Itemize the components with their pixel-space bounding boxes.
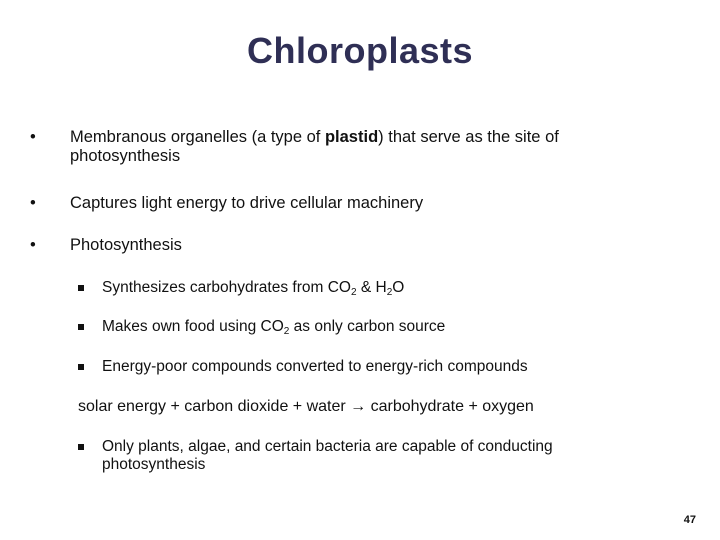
sub-bullet-organisms-line2: photosynthesis	[102, 456, 206, 473]
sub-bullet-synthesizes-text: Synthesizes carbohydrates from $CO_2$ & $H_2O$	[102, 279, 405, 298]
photosynthesis-equation: solar energy + carbon dioxide + water → carbohydrate + oxygen	[78, 398, 534, 415]
page-number: 47	[683, 514, 696, 526]
bullet-organelles-line2: photosynthesis	[70, 147, 181, 165]
bullet-captures-light-text: Captures light energy to drive cellular machinery	[70, 194, 424, 212]
square-bullet-icon	[78, 285, 84, 291]
bullet-photosynthesis-text: Photosynthesis	[70, 236, 182, 254]
bullet-dot-icon: •	[30, 194, 36, 212]
bullet-dot-icon: •	[30, 128, 36, 146]
square-bullet-icon	[78, 444, 84, 450]
slide-title: Chloroplasts	[246, 30, 474, 71]
plastid-term: plastid	[324, 128, 379, 146]
square-bullet-icon	[78, 324, 84, 330]
bullet-dot-icon: •	[30, 236, 36, 254]
sub-bullet-own-food-text: Makes own food using $CO_2$ as only carbon source	[102, 318, 446, 337]
bullet-organelles-line1: Membranous organelles (a type of plastid) that serve as the site of	[70, 128, 559, 146]
square-bullet-icon	[78, 364, 84, 370]
sub-bullet-organisms-line1: Only plants, algae, and certain bacteria are capable of conducting	[102, 438, 553, 455]
sub-bullet-energy-text: Energy-poor compounds converted to energy-rich compounds	[102, 358, 528, 375]
